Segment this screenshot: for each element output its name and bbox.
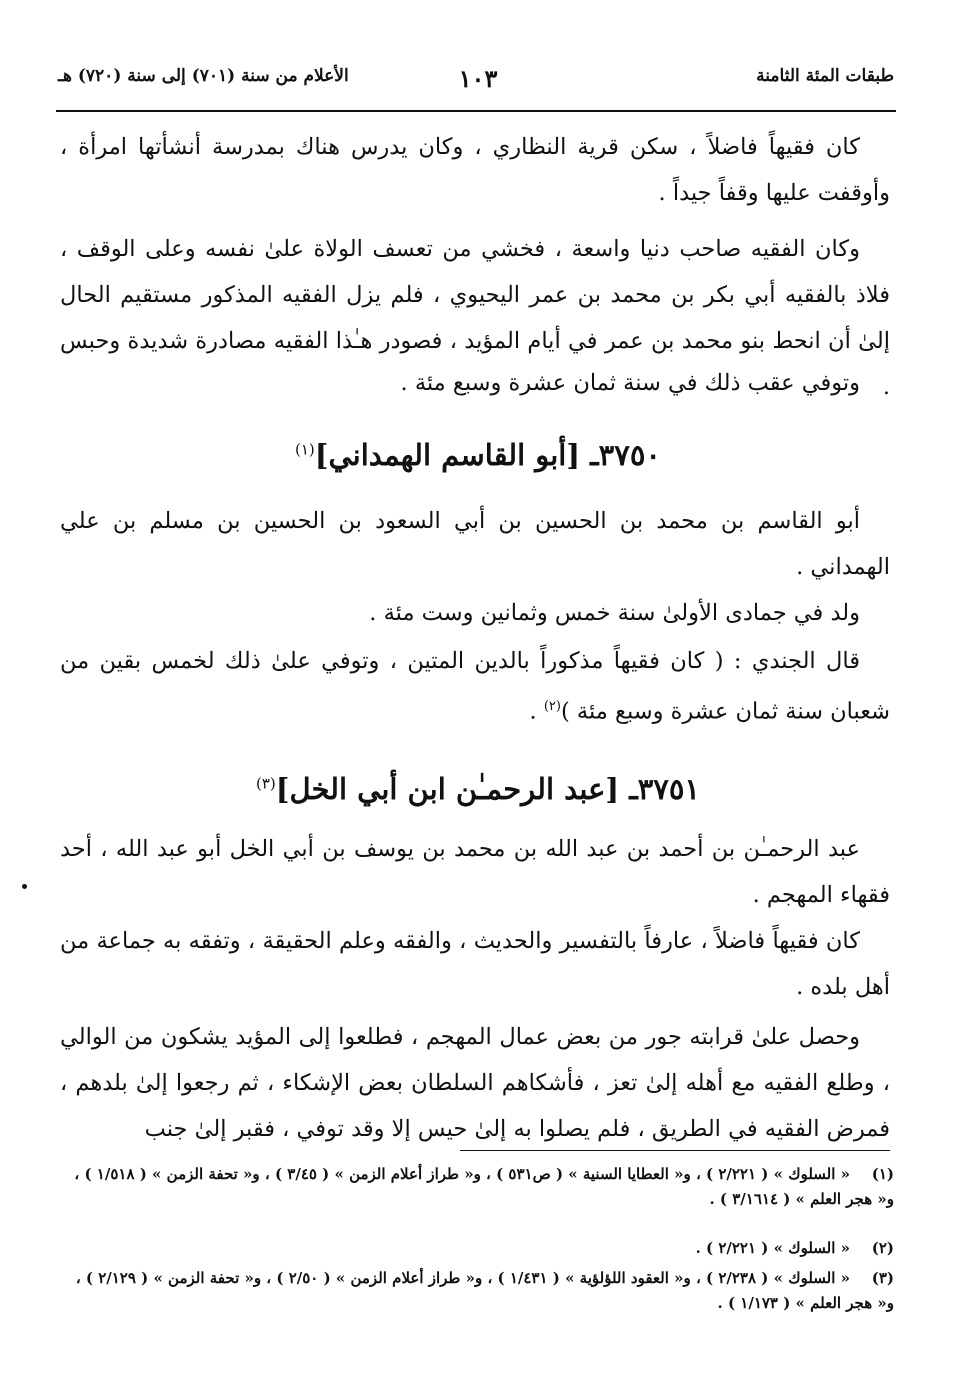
paragraph-7: عبد الرحمـٰن بن أحمد بن عبد الله بن محمد بن يوسف بن أبي الخل أبو عبد الله ، أحد فقهاء المهجم . bbox=[60, 836, 890, 908]
footnote-ref-3: (٣) bbox=[255, 774, 276, 793]
paragraph-9: وحصل علىٰ قرابته جور من بعض عمال المهجم ، فطلعوا إلى المؤيد يشكون من الوالي ، وطلع الفقيه مع أهله إلىٰ تعز ، فأشكاهم السلطان بعض الإشكاء ، ثم رجعوا إلىٰ بلدهم ، فمرض الفقيه في الطريق ، فلم يصلوا به إلىٰ حيس إلا وقد توفي ، فقبر إلىٰ جنب bbox=[60, 1024, 890, 1142]
footnote-1-text: « السلوك » ( ٢/٢٢١ ) ، و« العطايا السنية » ( ص٥٣١ ) ، و« طراز أعلام الزمن » ( ٣/٤٥ ) ، و« تحفة الزمن » ( ١/٥١٨ ) ، و« هجر العلم » ( ٣/١٦١٤ ) . bbox=[74, 1165, 894, 1208]
paragraph-5: ولد في جمادى الأولىٰ سنة خمس وثمانين وست مئة . bbox=[369, 600, 860, 626]
footnote-rule bbox=[460, 1150, 890, 1151]
page-number: ١٠٣ bbox=[458, 64, 498, 93]
paragraph-6 bbox=[60, 638, 890, 735]
header-rule bbox=[56, 110, 896, 112]
paragraph-3: وتوفي عقب ذلك في سنة ثمان عشرة وسبع مئة . bbox=[400, 370, 860, 396]
paragraph-2: وكان الفقيه صاحب دنيا واسعة ، فخشي من تعسف الولاة علىٰ نفسه وعلى الوقف ، فلاذ بالفقيه أبي بكر بن محمد بن عمر اليحيوي ، فلم يزل الفقيه المذكور مستقيم الحال إلىٰ أن انحط بنو محمد بن عمر في أيام المؤيد ، فصودر هـٰذا الفقيه مصادرة شديدة وحبس . bbox=[60, 236, 890, 400]
paragraph-1: كان فقيهاً فاضلاً ، سكن قرية النظاري ، وكان يدرس هناك بمدرسة أنشأتها امرأة ، وأوقفت عليها وقفاً جيداً . bbox=[60, 134, 890, 206]
footnote-3-text: « السلوك » ( ٢/٢٣٨ ) ، و« العقود اللؤلؤية » ( ١/٤٣١ ) ، و« طراز أعلام الزمن » ( ٢/٥٠ ) ، و« تحفة الزمن » ( ٢/١٢٩ ) ، و« هجر العلم » ( ١/١٧٣ ) . bbox=[75, 1269, 894, 1312]
paragraph-6-end: . bbox=[529, 698, 544, 725]
entry-heading-3750 bbox=[0, 438, 956, 472]
running-header-section-title: طبقات المئة الثامنة bbox=[756, 66, 894, 86]
footnote-1 bbox=[60, 1162, 894, 1212]
footnote-3 bbox=[60, 1266, 894, 1316]
footnote-ref-2: (٢) bbox=[543, 699, 561, 714]
running-header-range: الأعلام من سنة (٧٠١) إلى سنة (٧٢٠) هـ bbox=[58, 66, 349, 86]
footnote-2-text: « السلوك » ( ٢/٢٢١ ) . bbox=[695, 1239, 850, 1257]
footnote-3-number: (٣) bbox=[871, 1269, 894, 1287]
footnote-1-number: (١) bbox=[871, 1165, 894, 1183]
paragraph-6-text: قال الجندي : ( كان فقيهاً مذكوراً بالدين المتين ، وتوفي علىٰ ذلك لخمس بقين من شعبان سنة ثمان عشرة وسبع مئة ) bbox=[60, 648, 890, 725]
paragraph-8: كان فقيهاً فاضلاً ، عارفاً بالتفسير والحديث ، والفقه وعلم الحقيقة ، وتفقه به جماعة من أهل بلده . bbox=[60, 928, 890, 1000]
footnote-2 bbox=[60, 1236, 894, 1261]
margin-dot bbox=[22, 884, 27, 889]
entry-heading-3750-text: ٣٧٥٠ـ [أبو القاسم الهمداني] bbox=[314, 438, 661, 472]
entry-heading-3751 bbox=[0, 772, 956, 806]
footnote-2-number: (٢) bbox=[871, 1239, 894, 1257]
entry-heading-3751-text: ٣٧٥١ـ [عبد الرحمـٰن ابن أبي الخل] bbox=[275, 772, 701, 806]
footnote-ref-1: (١) bbox=[295, 440, 315, 459]
paragraph-4: أبو القاسم بن محمد بن الحسين بن أبي السعود بن الحسين بن مسلم بن علي الهمداني . bbox=[60, 508, 890, 580]
